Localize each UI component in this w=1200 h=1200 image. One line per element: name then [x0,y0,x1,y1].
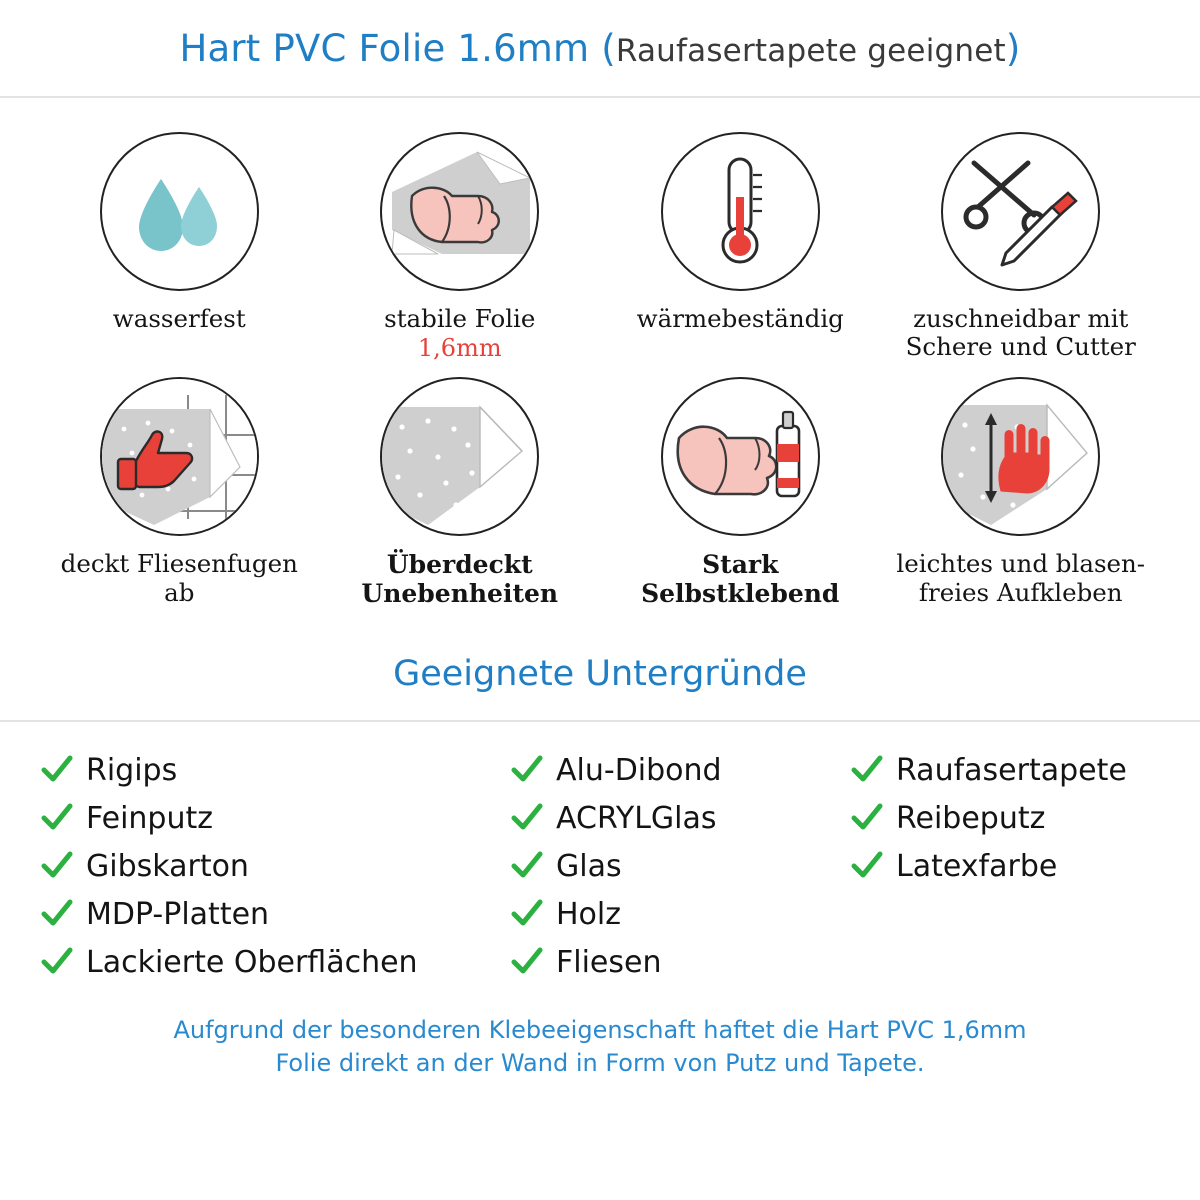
check-icon [40,753,74,787]
list-item [850,796,1160,840]
feature-item [886,377,1157,608]
check-icon [510,945,544,979]
list-item-label: Fliesen [556,944,662,980]
footer-line-1: Aufgrund der besonderen Klebeeigenschaft haftet die Hart PVC 1,6mm [173,1016,1027,1045]
water-drops-icon [100,132,259,291]
list-item [850,748,1160,792]
hand-smoothing-icon [941,377,1100,536]
list-item-label: Raufasertapete [896,752,1127,788]
list-item-label: Rigips [86,752,178,788]
feature-label: leichtes und blasen- freies Aufkleben [896,549,1146,607]
list-item [40,940,510,984]
page-title-sub: Raufasertapete geeignet [615,32,1006,69]
list-item [40,844,510,888]
page-title-paren-close: ) [1005,26,1021,70]
list-item-label: Holz [556,896,621,932]
list-item [850,844,1160,888]
feature-label: deckt Fliesenfugen ab [60,549,298,607]
page-header [0,0,1200,98]
check-icon [510,801,544,835]
feature-item [605,377,876,608]
feature-item [325,377,596,608]
feature-label: wasserfest [112,304,246,333]
feature-item [886,132,1157,363]
foil-peel-icon [380,377,539,536]
list-item-label: Feinputz [86,800,213,836]
section-header [0,654,1200,722]
check-icon [40,945,74,979]
list-item-label: Latexfarbe [896,848,1058,884]
feature-label: Überdeckt Unebenheiten [361,550,559,609]
list-item-label: Glas [556,848,622,884]
footer-note [0,1014,1200,1079]
feature-item [44,377,315,608]
list-item-label: Alu-Dibond [556,752,722,788]
page-title-paren-open: ( [601,26,616,70]
list-item [510,796,850,840]
feature-label [384,305,535,363]
feature-label: zuschneidbar mit Schere und Cutter [905,304,1136,362]
feature-item [44,132,315,363]
list-item [40,892,510,936]
thumbs-up-tiles-icon [100,377,259,536]
feature-item [325,132,596,363]
list-item-label: ACRYLGlas [556,800,717,836]
list-item [510,748,850,792]
feature-label-sub: 1,6mm [417,334,502,363]
section-title: Geeignete Untergründe [393,654,807,695]
checklist-column-3 [850,748,1160,988]
page-title-main: Hart PVC Folie 1.6mm [179,26,590,70]
feature-item [605,132,876,363]
check-icon [510,753,544,787]
feature-grid [0,98,1200,608]
check-icon [850,801,884,835]
suitable-surfaces-list [0,722,1200,988]
list-item [510,892,850,936]
scissors-cutter-icon [941,132,1100,291]
page-title [179,27,1020,70]
strong-arm-foil-icon [380,132,539,291]
arm-glue-icon [661,377,820,536]
feature-label: Stark Selbstklebend [641,550,840,609]
check-icon [850,849,884,883]
list-item-label: MDP-Platten [86,896,270,932]
checklist-column-1 [40,748,510,988]
feature-label-text: stabile Folie [384,304,536,333]
list-item [40,796,510,840]
footer-line-2: Folie direkt an der Wand in Form von Putz und Tapete. [275,1048,925,1077]
check-icon [510,897,544,931]
list-item-label: Reibeputz [896,800,1046,836]
check-icon [40,897,74,931]
check-icon [40,849,74,883]
list-item [510,844,850,888]
list-item [40,748,510,792]
check-icon [850,753,884,787]
feature-label: wärmebeständig [636,304,844,333]
list-item-label: Gibskarton [86,848,249,884]
list-item [510,940,850,984]
check-icon [40,801,74,835]
check-icon [510,849,544,883]
list-item-label: Lackierte Oberflächen [86,944,418,980]
checklist-column-2 [510,748,850,988]
thermometer-icon [661,132,820,291]
